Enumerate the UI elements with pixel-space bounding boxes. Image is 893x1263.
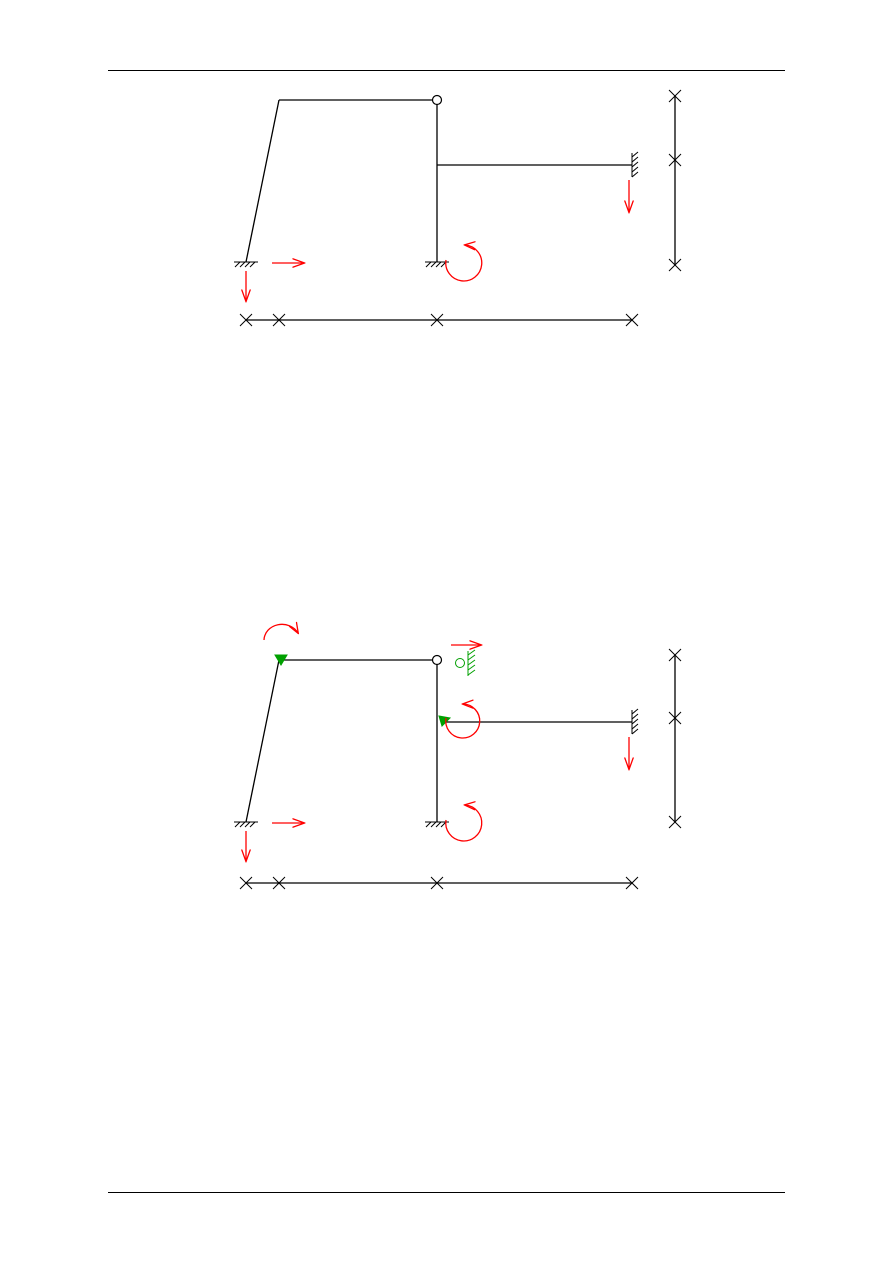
fixed-support-left-base: [234, 822, 258, 827]
moment-center-base: [446, 245, 482, 281]
figure-frame-with-applied-loads: [0, 80, 893, 350]
inclined-column-left: [246, 100, 279, 262]
header-rule: [108, 70, 785, 71]
hinge-top-right-joint: [433, 96, 442, 105]
moment-center-base: [446, 805, 482, 841]
tick-marks: [240, 90, 681, 326]
fixed-support-right-beam-end: [632, 152, 638, 177]
footer-rule: [108, 1192, 785, 1193]
structure-members: [246, 655, 675, 883]
tick-marks: [240, 649, 681, 889]
inclined-column-left: [246, 660, 279, 822]
moment-release-right-beam-start: [439, 716, 450, 726]
moment-releases: [275, 655, 450, 726]
moment-top-left: [264, 624, 298, 640]
figure-frame-with-releases-and-loads: [0, 600, 893, 920]
moment-right-beam-start: [446, 704, 480, 738]
fixed-support-left-base: [234, 262, 258, 267]
hinge-top-right-joint: [433, 656, 442, 665]
structure-members: [246, 96, 675, 320]
roller-support-top-right: [456, 650, 476, 676]
fixed-support-right-beam-end: [632, 709, 638, 734]
